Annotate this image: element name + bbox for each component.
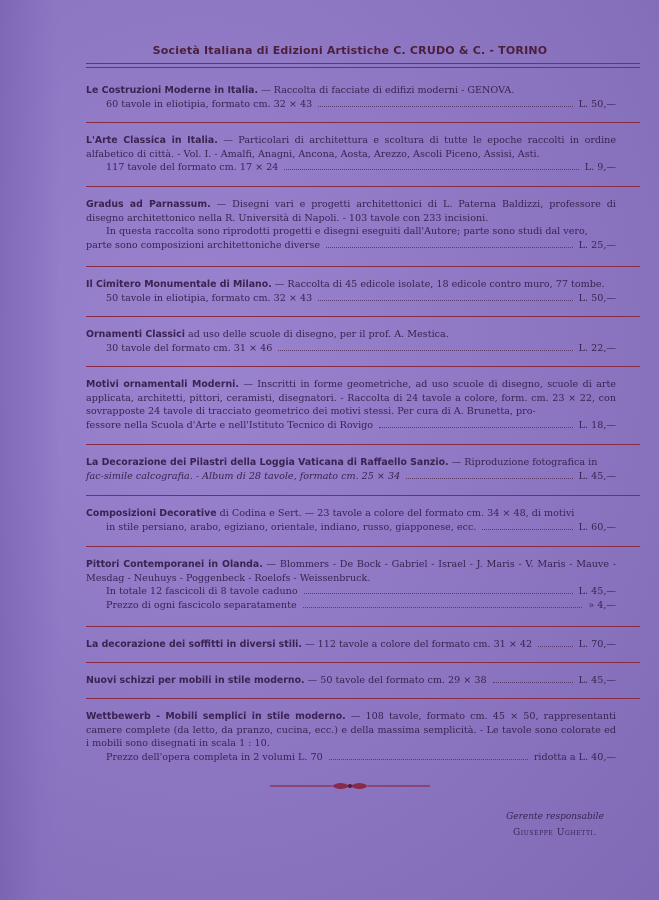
catalog-entry: [86, 134, 616, 175]
catalog-entry: [86, 558, 616, 612]
entry-description: — Disegni vari e progetti architettonici di L. Paterna Baldizzi, professore di disegno architettonico nella R. Università di Napoli. - 103 tavole con 233 incisioni.: [86, 199, 616, 224]
leader-dots: [493, 682, 573, 683]
entry-price: L. 25,—: [578, 239, 616, 251]
entry-title: Nuovi schizzi per mobili in stile moderno.: [86, 675, 305, 686]
entry-price: L. 50,—: [578, 292, 616, 304]
separator-rule: [86, 266, 640, 267]
entry-title: Pittori Contemporanei in Olanda.: [86, 559, 263, 570]
entry-title: L'Arte Classica in Italia.: [86, 135, 218, 146]
entry-details: — 112 tavole a colore del formato cm. 31 × 42: [301, 639, 533, 650]
entry-details: in stile persiano, arabo, egiziano, orientale, indiano, russo, giapponese, ecc.: [106, 521, 477, 533]
entry-details: parte sono composizioni architettoniche diverse: [86, 239, 321, 251]
imprint-name: Giuseppe Ughetti.: [513, 828, 597, 838]
imprint-role: Gerente responsabile: [506, 812, 604, 822]
entry-note: In questa raccolta sono riprodotti progetti e disegni eseguiti dall'Autore; parte sono studi dal vero,: [106, 226, 588, 237]
entry-price: L. 22,—: [578, 342, 616, 354]
entry-details: 50 tavole in eliotipia, formato cm. 32 × 43: [106, 292, 313, 304]
leader-dots: [303, 607, 583, 608]
separator-rule: [86, 122, 640, 123]
entry-description: — Riproduzione fotografica in: [448, 457, 598, 468]
separator-rule: [86, 366, 640, 367]
entry-price: L. 9,—: [584, 162, 616, 173]
entry-title: Gradus ad Parnassum.: [86, 199, 211, 210]
entry-price: ridotta a L. 40,—: [533, 751, 616, 763]
entry-price: L. 45,—: [578, 586, 616, 597]
separator-rule: [86, 186, 640, 187]
separator-rule: [86, 698, 640, 699]
imprint: [480, 812, 630, 838]
leader-dots: [304, 593, 573, 594]
entry-title: Wettbewerb - Mobili semplici in stile moderno.: [86, 711, 346, 722]
separator-rule: [86, 546, 640, 547]
entry-details: 30 tavole del formato cm. 31 × 46: [106, 342, 273, 354]
binding-shadow: [0, 0, 60, 900]
separator-rule: [86, 444, 640, 445]
separator-rule: [86, 316, 640, 317]
entry-price: L. 60,—: [578, 521, 616, 533]
leader-dots: [326, 247, 573, 248]
entry-description: ad uso delle scuole di disegno, per il prof. A. Mestica.: [184, 329, 449, 340]
separator-rule: [86, 495, 640, 496]
separator-rule: [86, 626, 640, 627]
entry-price: L. 50,—: [578, 98, 616, 110]
entry-title: La Decorazione dei Pilastri della Loggia Vaticana di Raffaello Sanzio.: [86, 457, 449, 468]
ornament-divider: [270, 780, 430, 792]
leader-dots: [318, 106, 572, 107]
leader-dots: [278, 350, 572, 351]
publisher-header: Società Italiana di Edizioni Artistiche C. CRUDO & C. - TORINO: [152, 44, 548, 57]
entry-description: — Inscritti in forme geometriche, ad uso scuole di disegno, scuole di arte applicata, architetti, pittori, ceramisti, disegnatori. - Raccolta di 24 tavole a colore, form. cm. 23 × 22, con sovrapposte 24 tavole di tracciato geometrico dei motivi stessi. Per cura di A. Brunetta, pro-: [86, 379, 616, 417]
leader-dots: [329, 759, 528, 760]
leader-dots: [538, 646, 573, 647]
entry-price-secondary: » 4,—: [588, 599, 616, 611]
entry-price: L. 45,—: [578, 470, 616, 482]
entry-price: L. 45,—: [578, 675, 616, 686]
catalog-entry: [86, 84, 616, 111]
leader-dots: [482, 529, 572, 530]
entry-details: fac-simile calcografia. - Album di 28 tavole, formato cm. 25 × 34: [86, 470, 401, 482]
entry-title: Il Cimitero Monumentale di Milano.: [86, 279, 272, 290]
catalog-entry: [86, 674, 616, 688]
entry-description: — Raccolta di 45 edicole isolate, 18 edicole contro muro, 77 tombe.: [271, 279, 605, 290]
catalog-entry: [86, 638, 616, 652]
leader-dots: [318, 300, 572, 301]
entry-details: 60 tavole in eliotipia, formato cm. 32 × 43: [106, 98, 313, 110]
header-rule: [86, 63, 640, 64]
entry-description: — 108 tavole, formato cm. 45 × 50, rappresentanti camere complete (da letto, da pranzo, cucina, ecc.) e della massima semplicità. - Le tavole sono colorate ed i mobili sono disegnati in scala 1 : 10.: [86, 711, 616, 749]
entry-details: In totale 12 fascicoli di 8 tavole caduno: [106, 586, 298, 597]
catalog-entry: [86, 198, 616, 252]
leader-dots: [406, 478, 572, 479]
entry-price: L. 18,—: [578, 419, 616, 431]
entry-details: — 50 tavole del formato cm. 29 × 38: [304, 675, 487, 686]
catalog-entry: [86, 378, 616, 432]
catalog-entry: [86, 507, 616, 534]
entry-details: Prezzo dell'opera completa in 2 volumi L. 70: [106, 751, 323, 763]
entry-details: 117 tavole del formato cm. 17 × 24: [106, 162, 279, 173]
catalog-entry: [86, 710, 616, 764]
entry-details: fessore nella Scuola d'Arte e nell'Istituto Tecnico di Rovigo: [86, 419, 374, 431]
entry-description: — Blommers - De Bock - Gabriel - Israel - J. Maris - V. Maris - Mauve - Mesdag - Neuhuys - Poggenbeck - Roelofs - Weissenbruck.: [86, 559, 616, 584]
entry-description: di Codina e Sert. — 23 tavole a colore del formato cm. 34 × 48, di motivi: [216, 508, 575, 519]
entry-title: Composizioni Decorative: [86, 508, 217, 519]
entry-details-secondary: Prezzo di ogni fascicolo separatamente: [106, 599, 297, 611]
entry-description: — Particolari di architettura e scoltura di tutte le epoche raccolti in ordine alfabetico di città. - Vol. I. - Amalfi, Anagni, Ancona, Aosta, Arezzo, Ascoli Piceno, Assisi, Asti.: [86, 135, 616, 160]
leader-dots: [284, 169, 578, 170]
entry-title: Le Costruzioni Moderne in Italia.: [86, 85, 259, 96]
catalog-entry: [86, 278, 616, 305]
catalog-entry: [86, 456, 616, 483]
entry-price: L. 70,—: [578, 639, 616, 650]
catalog-entry: [86, 328, 616, 355]
entry-description: — Raccolta di facciate di edifizi moderni - GENOVA.: [258, 85, 515, 96]
entry-title: La decorazione dei soffitti in diversi stili.: [86, 639, 302, 650]
leader-dots: [379, 427, 573, 428]
entry-title: Motivi ornamentali Moderni.: [86, 379, 239, 390]
separator-rule: [86, 662, 640, 663]
entry-title: Ornamenti Classici: [86, 329, 185, 340]
